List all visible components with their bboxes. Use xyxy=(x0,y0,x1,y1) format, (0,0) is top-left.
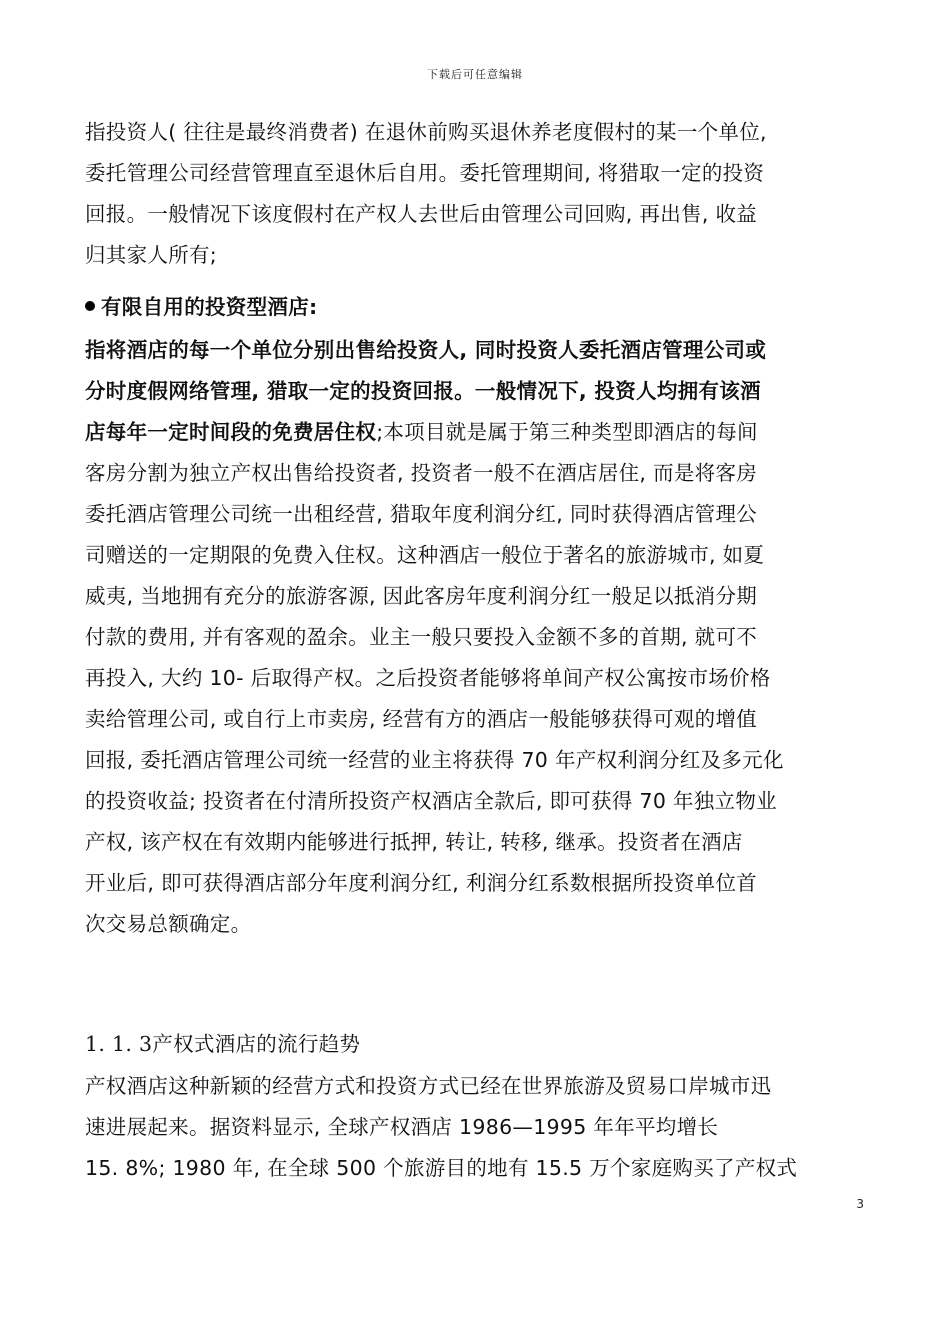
page-number: 3 xyxy=(856,1197,864,1211)
paragraph-trend xyxy=(85,1066,875,1189)
text-line: 再投入, 大约 10- 后取得产权。之后投资者能够将单间产权公寓按市场价格 xyxy=(85,666,771,690)
text-line: 回报。一般情况下该度假村在产权人去世后由管理公司回购, 再出售, 收益 xyxy=(85,202,758,226)
text-line: 的投资收益; 投资者在付清所投资产权酒店全款后, 即可获得 70 年独立物业 xyxy=(85,789,777,813)
text-line: 15. 8%; 1980 年, 在全球 500 个旅游目的地有 15.5 万个家庭购买了产权式 xyxy=(85,1156,798,1180)
section-heading xyxy=(85,1024,875,1065)
text-line: 客房分割为独立产权出售给投资者, 投资者一般不在酒店居住, 而是将客房 xyxy=(85,461,758,485)
section-title: 产权式酒店的流行趋势 xyxy=(152,1032,361,1056)
text-line: 产权, 该产权在有效期内能够进行抵押, 转让, 转移, 继承。投资者在酒店 xyxy=(85,830,743,854)
paragraph-investment-hotel xyxy=(85,330,875,945)
text-line: 指投资人( 往往是最终消费者) 在退休前购买退休养老度假村的某一个单位, xyxy=(85,120,767,144)
text-line: 次交易总额确定。 xyxy=(85,912,252,936)
bold-text-line: 分时度假网络管理, 猎取一定的投资回报。一般情况下, 投资人均拥有该酒 xyxy=(85,379,761,403)
mixed-text-line xyxy=(85,412,875,453)
text-line: 回报, 委托酒店管理公司统一经营的业主将获得 70 年产权利润分红及多元化 xyxy=(85,748,784,772)
bullet-heading-text: 有限自用的投资型酒店: xyxy=(101,295,318,319)
text-line: 付款的费用, 并有客观的盈余。业主一般只要投入金额不多的首期, 就可不 xyxy=(85,625,758,649)
text-line: 速进展起来。据资料显示, 全球产权酒店 1986—1995 年年平均增长 xyxy=(85,1115,719,1139)
text-line: 归其家人所有; xyxy=(85,243,218,267)
text-line: 威夷, 当地拥有充分的旅游客源, 因此客房年度利润分红一般足以抵消分期 xyxy=(85,584,758,608)
bold-text-line: 指将酒店的每一个单位分别出售给投资人, 同时投资人委托酒店管理公司或 xyxy=(85,338,767,362)
text-line: 司赠送的一定期限的免费入住权。这种酒店一般位于著名的旅游城市, 如夏 xyxy=(85,543,765,567)
text-line: 委托酒店管理公司统一出租经营, 猎取年度利润分红, 同时获得酒店管理公 xyxy=(85,502,758,526)
text-line: 开业后, 即可获得酒店部分年度利润分红, 利润分红系数根据所投资单位首 xyxy=(85,871,758,895)
normal-phrase: ;本项目就是属于第三种类型即酒店的每间 xyxy=(376,420,758,444)
text-line: 产权酒店这种新颖的经营方式和投资方式已经在世界旅游及贸易口岸城市迅 xyxy=(85,1074,772,1098)
paragraph-retirement xyxy=(85,112,875,276)
text-line: 卖给管理公司, 或自行上市卖房, 经营有方的酒店一般能够获得可观的增值 xyxy=(85,707,758,731)
section-number: 1. 1. 3 xyxy=(85,1032,153,1056)
bullet-icon xyxy=(85,301,95,311)
bullet-heading xyxy=(85,287,875,328)
bold-phrase: 店每年一定时间段的免费居住权 xyxy=(85,420,377,444)
page-header: 下载后可任意编辑 xyxy=(427,68,523,81)
text-line: 委托管理公司经营管理直至退休后自用。委托管理期间, 将猎取一定的投资 xyxy=(85,161,765,185)
